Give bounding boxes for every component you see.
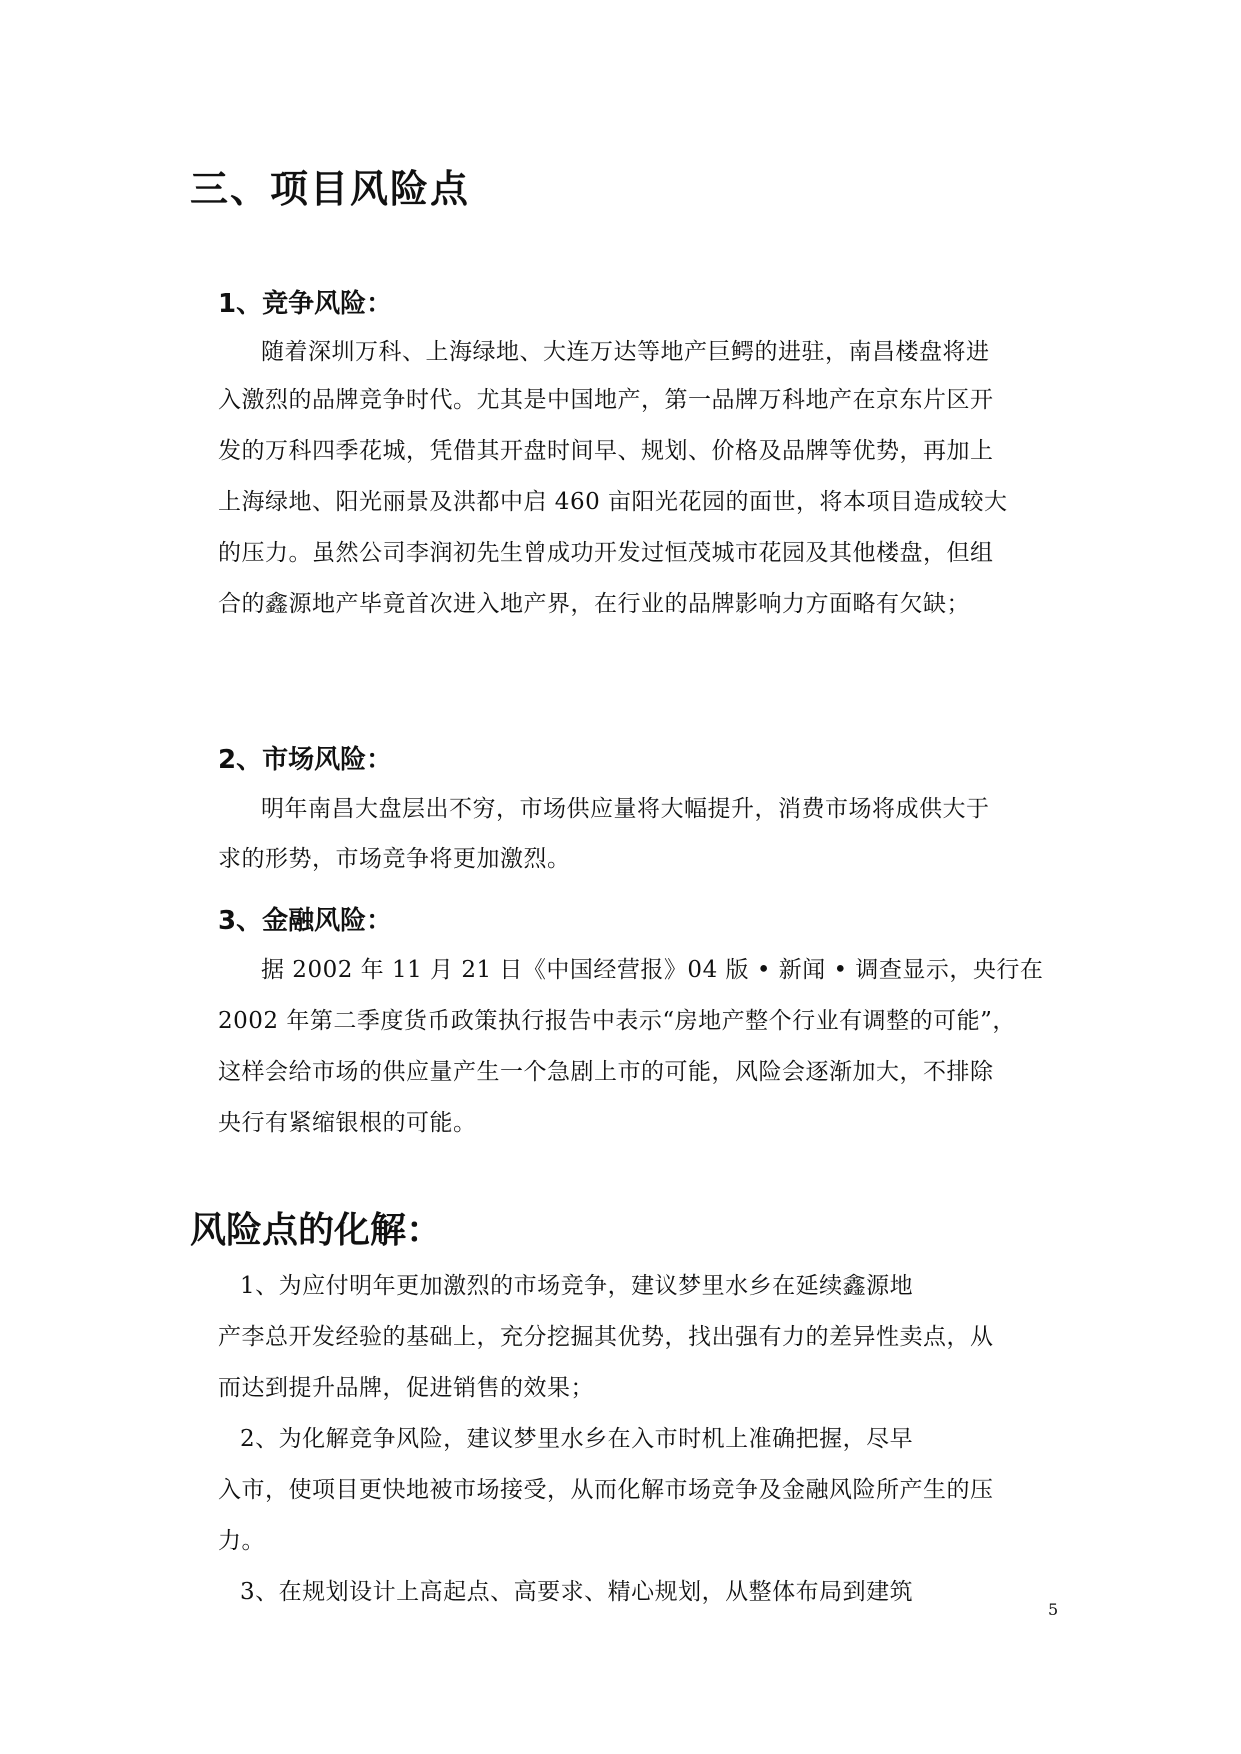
- paragraph-line: 的压力。虽然公司李润初先生曾成功开发过恒茂城市花园及其他楼盘，但组: [218, 540, 994, 566]
- paragraph-line: 产李总开发经验的基础上，充分挖掘其优势，找出强有力的差异性卖点，从: [218, 1324, 994, 1350]
- paragraph-line: 力。: [218, 1528, 265, 1554]
- paragraph-line: 2002 年第二季度货币政策执行报告中表示“房地产整个行业有调整的可能”，: [218, 1008, 1016, 1034]
- paragraph-line: 入市，使项目更快地被市场接受，从而化解市场竞争及金融风险所产生的压: [218, 1477, 994, 1503]
- paragraph-line: 而达到提升品牌，促进销售的效果；: [218, 1375, 594, 1401]
- paragraph-line: 合的鑫源地产毕竟首次进入地产界，在行业的品牌影响力方面略有欠缺；: [218, 591, 970, 617]
- paragraph-line: 随着深圳万科、上海绿地、大连万达等地产巨鳄的进驻，南昌楼盘将进: [261, 339, 990, 365]
- section-title-market: 2、市场风险：: [218, 745, 393, 775]
- paragraph-line: 2、为化解竞争风险，建议梦里水乡在入市时机上准确把握，尽早: [240, 1426, 914, 1452]
- paragraph-line: 发的万科四季花城，凭借其开盘时间早、规划、价格及品牌等优势，再加上: [218, 438, 994, 464]
- section-title-finance: 3、金融风险：: [218, 906, 393, 936]
- paragraph-line: 求的形势，市场竞争将更加激烈。: [218, 846, 571, 872]
- paragraph-line: 上海绿地、阳光丽景及洪都中启 460 亩阳光花园的面世，将本项目造成较大: [218, 489, 1008, 515]
- paragraph-line: 1、为应付明年更加激烈的市场竞争，建议梦里水乡在延续鑫源地: [240, 1273, 914, 1299]
- page-number: 5: [1048, 1600, 1059, 1619]
- paragraph-line: 3、在规划设计上高起点、高要求、精心规划，从整体布局到建筑: [240, 1579, 914, 1605]
- paragraph-line: 入激烈的品牌竞争时代。尤其是中国地产，第一品牌万科地产在京东片区开: [218, 387, 994, 413]
- resolution-title: 风险点的化解：: [190, 1210, 443, 1251]
- page-heading: 三、项目风险点: [190, 167, 471, 211]
- paragraph-line: 这样会给市场的供应量产生一个急剧上市的可能，风险会逐渐加大，不排除: [218, 1059, 994, 1085]
- paragraph-line: 明年南昌大盘层出不穷，市场供应量将大幅提升，消费市场将成供大于: [261, 796, 990, 822]
- paragraph-line: 央行有紧缩银根的可能。: [218, 1110, 477, 1136]
- paragraph-line: 据 2002 年 11 月 21 日《中国经营报》04 版 • 新闻 • 调查显示，央行在: [261, 957, 1044, 983]
- section-title-competition: 1、竞争风险：: [218, 289, 393, 319]
